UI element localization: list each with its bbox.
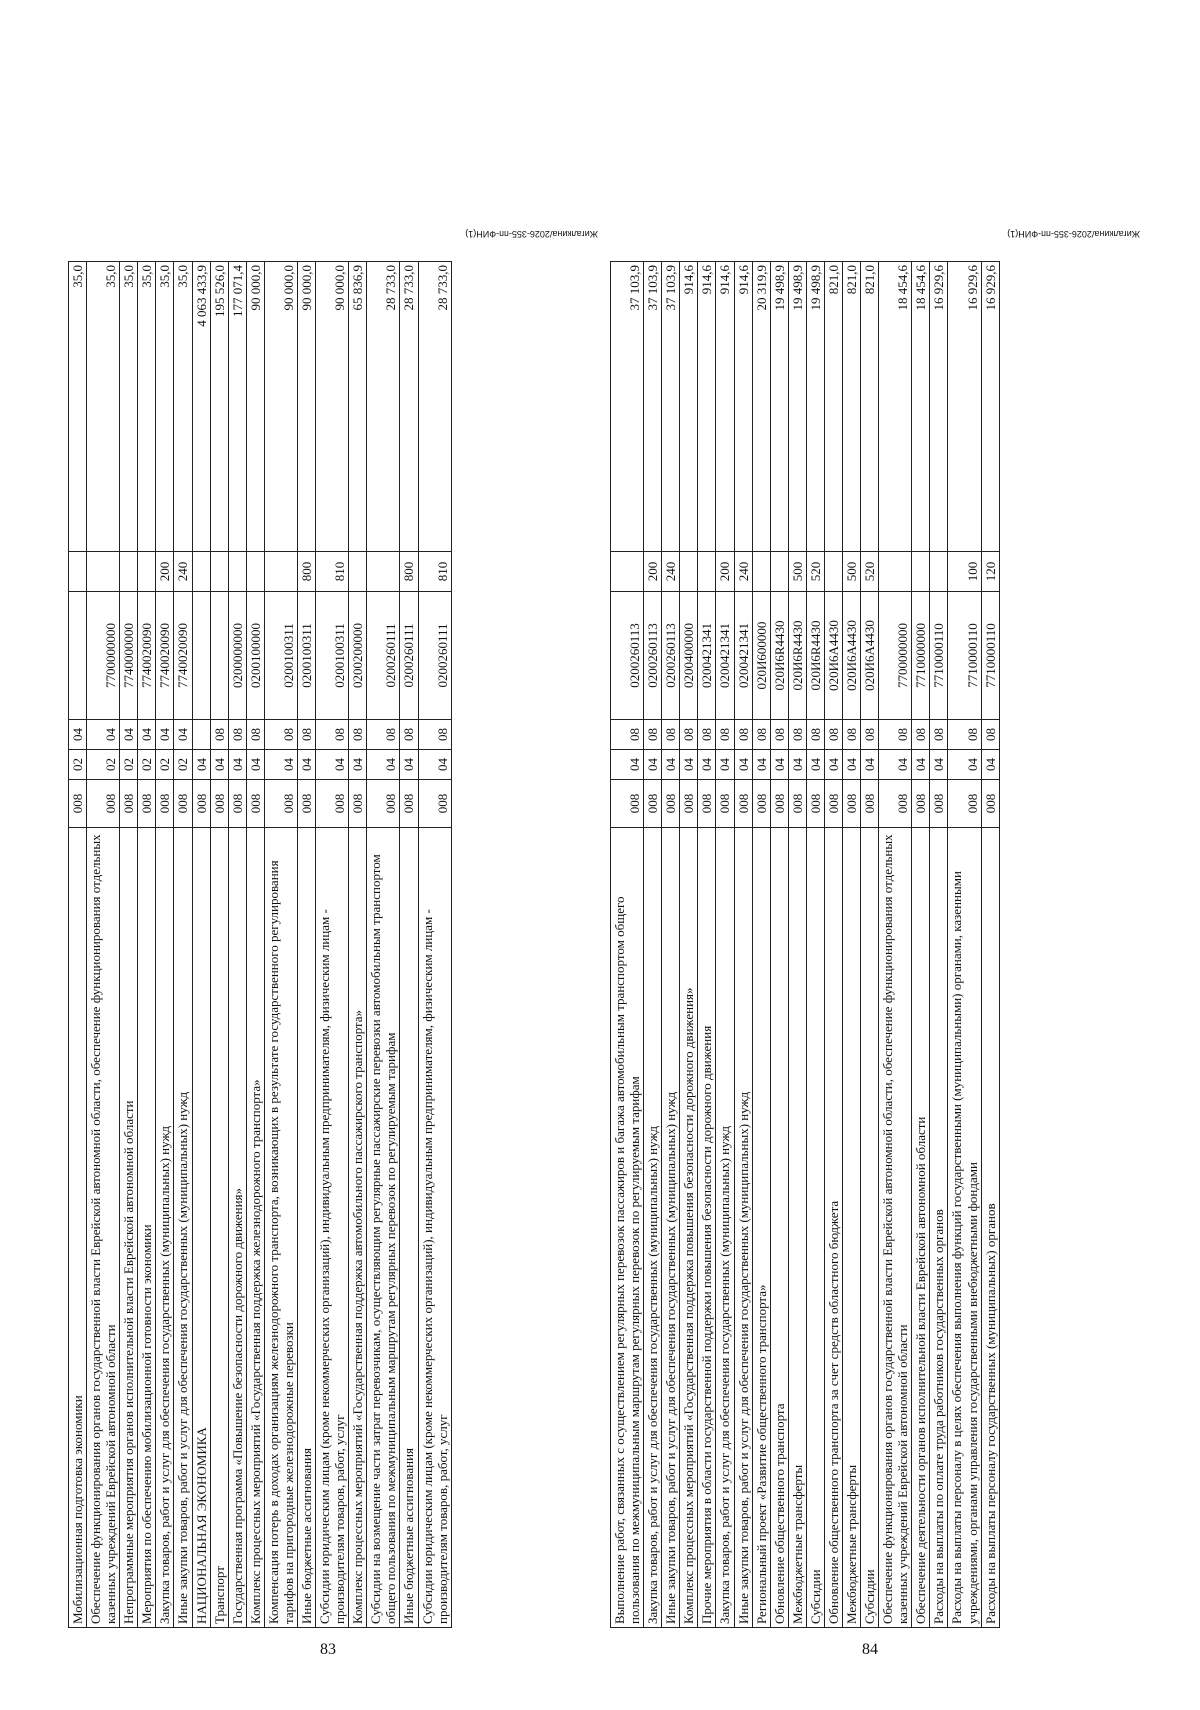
row-grbs-code: 008 (246, 780, 264, 828)
row-grbs-code: 008 (192, 780, 210, 828)
row-subsection-code: 08 (246, 720, 264, 750)
row-grbs-code: 008 (87, 780, 120, 828)
row-section-code: 02 (174, 750, 192, 780)
row-section-code: 04 (264, 750, 297, 780)
row-name: Закупка товаров, работ и услуг для обеспечения государственных (муниципальных) нужд (644, 828, 662, 1628)
row-target-article-code: 7740000000 (120, 592, 138, 720)
row-subsection-code: 08 (418, 720, 451, 750)
row-section-code: 04 (716, 750, 734, 780)
table-row (680, 262, 698, 1628)
row-section-code: 04 (367, 750, 400, 780)
row-target-article-code: 0200421341 (734, 592, 752, 720)
table-row (662, 262, 680, 1628)
row-grbs-code: 008 (298, 780, 316, 828)
row-grbs-code: 008 (156, 780, 174, 828)
row-amount: 90 000,0 (316, 262, 349, 552)
row-target-article-code: 0200260111 (400, 592, 418, 720)
row-target-article-code: 0200260111 (367, 592, 400, 720)
page-83 (58, 230, 598, 1670)
row-name: Обновление общественного транспорта (770, 828, 788, 1628)
row-expense-type-code (930, 552, 948, 592)
row-name: Иные закупки товаров, работ и услуг для обеспечения государственных (муниципальных) нужд (662, 828, 680, 1628)
row-grbs-code: 008 (349, 780, 367, 828)
row-amount: 35,0 (174, 262, 192, 552)
row-grbs-code: 008 (879, 780, 912, 828)
row-grbs-code: 008 (611, 780, 644, 828)
row-amount: 35,0 (69, 262, 87, 552)
row-amount: 18 454,6 (879, 262, 912, 552)
row-subsection-code: 08 (400, 720, 418, 750)
row-subsection-code: 08 (264, 720, 297, 750)
row-amount: 90 000,0 (246, 262, 264, 552)
row-grbs-code: 008 (264, 780, 297, 828)
row-grbs-code: 008 (861, 780, 879, 828)
row-target-article-code: 7710000110 (981, 592, 999, 720)
row-amount: 16 929,6 (930, 262, 948, 552)
row-grbs-code: 008 (367, 780, 400, 828)
row-name: Комплекс процессных мероприятий «Государственная поддержка повышения безопасности дорожного движения» (680, 828, 698, 1628)
table-row (316, 262, 349, 1628)
row-target-article-code: 0200260113 (644, 592, 662, 720)
row-section-code: 04 (788, 750, 806, 780)
row-section-code: 02 (87, 750, 120, 780)
row-expense-type-code: 520 (861, 552, 879, 592)
row-subsection-code: 04 (69, 720, 87, 750)
table-row (981, 262, 999, 1628)
row-name: НАЦИОНАЛЬНАЯ ЭКОНОМИКА (192, 828, 210, 1628)
row-grbs-code: 008 (69, 780, 87, 828)
row-target-article-code: 020И6R4430 (770, 592, 788, 720)
row-subsection-code: 08 (861, 720, 879, 750)
row-amount: 16 929,6 (981, 262, 999, 552)
row-amount: 35,0 (156, 262, 174, 552)
row-section-code: 04 (861, 750, 879, 780)
row-expense-type-code (210, 552, 228, 592)
table-row (861, 262, 879, 1628)
row-expense-type-code (824, 552, 842, 592)
row-subsection-code: 08 (644, 720, 662, 750)
row-section-code: 04 (680, 750, 698, 780)
row-target-article-code: 7710000000 (912, 592, 930, 720)
row-amount: 35,0 (138, 262, 156, 552)
row-target-article-code: 7710000110 (930, 592, 948, 720)
row-section-code: 02 (138, 750, 156, 780)
row-grbs-code: 008 (948, 780, 981, 828)
row-target-article-code: 0200000000 (228, 592, 246, 720)
row-name: Комплекс процессных мероприятий «Государственная поддержка железнодорожного транспорта» (246, 828, 264, 1628)
table-row (948, 262, 981, 1628)
table-row (87, 262, 120, 1628)
row-target-article-code: 7740020090 (156, 592, 174, 720)
row-expense-type-code: 500 (843, 552, 861, 592)
row-grbs-code: 008 (210, 780, 228, 828)
row-section-code: 04 (981, 750, 999, 780)
row-section-code: 04 (843, 750, 861, 780)
row-expense-type-code (752, 552, 770, 592)
row-expense-type-code: 240 (662, 552, 680, 592)
table-row (192, 262, 210, 1628)
table-row (879, 262, 912, 1628)
row-subsection-code: 08 (930, 720, 948, 750)
row-target-article-code: 0200400000 (680, 592, 698, 720)
row-expense-type-code: 200 (716, 552, 734, 592)
row-amount: 28 733,0 (418, 262, 451, 552)
row-target-article-code: 0200260113 (611, 592, 644, 720)
row-grbs-code: 008 (316, 780, 349, 828)
row-grbs-code: 008 (912, 780, 930, 828)
row-subsection-code: 08 (228, 720, 246, 750)
row-expense-type-code (879, 552, 912, 592)
row-section-code: 04 (806, 750, 824, 780)
row-target-article-code: 0200421341 (716, 592, 734, 720)
row-subsection-code: 08 (316, 720, 349, 750)
row-expense-type-code (228, 552, 246, 592)
table-row (246, 262, 264, 1628)
row-subsection-code: 04 (174, 720, 192, 750)
row-expense-type-code: 200 (156, 552, 174, 592)
row-subsection-code: 08 (843, 720, 861, 750)
table-row (120, 262, 138, 1628)
row-amount: 20 319,9 (752, 262, 770, 552)
row-grbs-code: 008 (174, 780, 192, 828)
row-grbs-code: 008 (644, 780, 662, 828)
row-section-code: 04 (734, 750, 752, 780)
row-target-article-code: 7740020090 (138, 592, 156, 720)
table-row (843, 262, 861, 1628)
row-grbs-code: 008 (752, 780, 770, 828)
row-grbs-code: 008 (770, 780, 788, 828)
row-target-article-code: 020И6R4430 (806, 592, 824, 720)
row-target-article-code (210, 592, 228, 720)
row-subsection-code: 08 (948, 720, 981, 750)
row-name: Комплекс процессных мероприятий «Государственная поддержка автомобильного пассажирского транспорта» (349, 828, 367, 1628)
row-target-article-code: 0200260113 (662, 592, 680, 720)
row-grbs-code: 008 (824, 780, 842, 828)
row-section-code: 04 (879, 750, 912, 780)
row-section-code: 04 (298, 750, 316, 780)
row-name: Мобилизационная подготовка экономики (69, 828, 87, 1628)
row-name: Субсидии на возмещение части затрат перевозчикам, осуществляющим регулярные пассажирские перевозки автомобильным транспортом общего пользования по межмуниципальным маршрутам регулярных перевозок по регулируемым тарифам (367, 828, 400, 1628)
table-row (716, 262, 734, 1628)
row-expense-type-code: 100 (948, 552, 981, 592)
row-section-code: 04 (611, 750, 644, 780)
row-amount: 195 526,0 (210, 262, 228, 552)
row-grbs-code: 008 (138, 780, 156, 828)
row-name: Субсидии юридическим лицам (кроме некоммерческих организаций), индивидуальным предпринимателям, физическим лицам - производителям товаров, работ, услуг (316, 828, 349, 1628)
row-section-code: 04 (228, 750, 246, 780)
row-subsection-code: 04 (120, 720, 138, 750)
row-subsection-code: 08 (298, 720, 316, 750)
row-expense-type-code: 800 (298, 552, 316, 592)
row-amount: 28 733,0 (367, 262, 400, 552)
row-target-article-code: 020И6А4430 (824, 592, 842, 720)
row-expense-type-code: 240 (174, 552, 192, 592)
row-subsection-code: 08 (210, 720, 228, 750)
row-expense-type-code (698, 552, 716, 592)
table-row (806, 262, 824, 1628)
row-subsection-code: 08 (770, 720, 788, 750)
document-footer: Жигалкина/2026-355-пп-ФИН(1) (465, 229, 598, 239)
row-section-code: 04 (912, 750, 930, 780)
budget-table (610, 261, 1000, 1628)
row-grbs-code: 008 (120, 780, 138, 828)
row-subsection-code: 08 (367, 720, 400, 750)
row-name: Компенсация потерь в доходах организациям железнодорожного транспорта, возникающих в результате государственного регулирования тарифов на пригородные железнодорожные перевозки (264, 828, 297, 1628)
row-section-code: 04 (418, 750, 451, 780)
row-amount: 37 103,9 (644, 262, 662, 552)
row-subsection-code: 08 (611, 720, 644, 750)
row-subsection-code: 08 (806, 720, 824, 750)
row-subsection-code: 08 (349, 720, 367, 750)
table-row (174, 262, 192, 1628)
table-row (400, 262, 418, 1628)
row-name: Обеспечение функционирования органов государственной власти Еврейской автономной области, обеспечение функционирования отдельных казенных учреждений Еврейской автономной области (87, 828, 120, 1628)
row-name: Субсидии юридическим лицам (кроме некоммерческих организаций), индивидуальным предпринимателям, физическим лицам - производителям товаров, работ, услуг (418, 828, 451, 1628)
row-expense-type-code (770, 552, 788, 592)
table-row (734, 262, 752, 1628)
table-row (367, 262, 400, 1628)
row-target-article-code: 0200100000 (246, 592, 264, 720)
row-grbs-code: 008 (400, 780, 418, 828)
row-subsection-code: 08 (788, 720, 806, 750)
row-grbs-code: 008 (981, 780, 999, 828)
row-subsection-code: 08 (698, 720, 716, 750)
table-row (930, 262, 948, 1628)
row-name: Расходы на выплаты персоналу государственных (муниципальных) органов (981, 828, 999, 1628)
row-name: Межбюджетные трансферты (788, 828, 806, 1628)
row-amount: 821,0 (824, 262, 842, 552)
row-amount: 914,6 (716, 262, 734, 552)
row-name: Региональный проект «Развитие общественного транспорта» (752, 828, 770, 1628)
row-name: Расходы на выплаты персоналу в целях обеспечения выполнения функций государственными (муниципальными) органами, казенными учреждениями, органами управления государственными внебюджетными фондами (948, 828, 981, 1628)
row-name: Иные закупки товаров, работ и услуг для обеспечения государственных (муниципальных) нужд (174, 828, 192, 1628)
page-84 (600, 230, 1140, 1670)
row-target-article-code: 7740020090 (174, 592, 192, 720)
row-name: Обновление общественного транспорта за счет средств областного бюджета (824, 828, 842, 1628)
row-target-article-code: 0200260111 (418, 592, 451, 720)
page-number: 84 (862, 1641, 878, 1658)
row-amount: 35,0 (120, 262, 138, 552)
row-amount: 914,6 (680, 262, 698, 552)
row-section-code: 04 (662, 750, 680, 780)
table-row (210, 262, 228, 1628)
row-target-article-code: 0200421341 (698, 592, 716, 720)
row-amount: 90 000,0 (264, 262, 297, 552)
row-amount: 18 454,6 (912, 262, 930, 552)
document-footer: Жигалкина/2026-355-пп-ФИН(1) (1007, 229, 1140, 239)
row-expense-type-code: 520 (806, 552, 824, 592)
row-target-article-code: 020И6R4430 (788, 592, 806, 720)
row-amount: 914,6 (734, 262, 752, 552)
row-name: Закупка товаров, работ и услуг для обеспечения государственных (муниципальных) нужд (156, 828, 174, 1628)
row-expense-type-code (912, 552, 930, 592)
table-row (912, 262, 930, 1628)
row-amount: 37 103,9 (662, 262, 680, 552)
row-grbs-code: 008 (930, 780, 948, 828)
table-row (418, 262, 451, 1628)
row-name: Иные бюджетные ассигнования (400, 828, 418, 1628)
row-expense-type-code (680, 552, 698, 592)
row-expense-type-code: 120 (981, 552, 999, 592)
row-name: Выполнение работ, связанных с осуществлением регулярных перевозок пассажиров и багажа автомобильным транспортом общего пользования по межмуниципальным маршрутам регулярных перевозок по регулируемым тарифам (611, 828, 644, 1628)
row-section-code: 02 (156, 750, 174, 780)
row-amount: 914,6 (698, 262, 716, 552)
row-amount: 19 498,9 (770, 262, 788, 552)
row-expense-type-code (264, 552, 297, 592)
row-target-article-code (69, 592, 87, 720)
row-subsection-code: 08 (824, 720, 842, 750)
table-row (69, 262, 87, 1628)
row-subsection-code: 04 (138, 720, 156, 750)
row-grbs-code: 008 (716, 780, 734, 828)
row-section-code: 04 (644, 750, 662, 780)
row-name: Мероприятия по обеспечению мобилизационной готовности экономики (138, 828, 156, 1628)
table-row (752, 262, 770, 1628)
row-amount: 90 000,0 (298, 262, 316, 552)
row-section-code: 04 (349, 750, 367, 780)
row-grbs-code: 008 (698, 780, 716, 828)
row-name: Обеспечение деятельности органов исполнительной власти Еврейской автономной области (912, 828, 930, 1628)
row-amount: 19 498,9 (788, 262, 806, 552)
budget-table (68, 261, 452, 1628)
row-target-article-code: 7710000110 (948, 592, 981, 720)
row-subsection-code: 08 (879, 720, 912, 750)
row-section-code: 04 (752, 750, 770, 780)
row-expense-type-code (87, 552, 120, 592)
row-amount: 821,0 (861, 262, 879, 552)
row-expense-type-code: 810 (418, 552, 451, 592)
row-expense-type-code (349, 552, 367, 592)
row-section-code: 04 (246, 750, 264, 780)
row-section-code: 04 (210, 750, 228, 780)
row-section-code: 04 (770, 750, 788, 780)
row-subsection-code: 08 (912, 720, 930, 750)
row-subsection-code: 04 (156, 720, 174, 750)
row-amount: 821,0 (843, 262, 861, 552)
row-subsection-code: 08 (680, 720, 698, 750)
row-section-code: 02 (69, 750, 87, 780)
row-expense-type-code (138, 552, 156, 592)
row-section-code: 04 (698, 750, 716, 780)
row-amount: 28 733,0 (400, 262, 418, 552)
row-expense-type-code (192, 552, 210, 592)
row-section-code: 02 (120, 750, 138, 780)
row-target-article-code: 0200100311 (298, 592, 316, 720)
table-row (138, 262, 156, 1628)
row-grbs-code: 008 (680, 780, 698, 828)
row-expense-type-code: 200 (644, 552, 662, 592)
row-target-article-code: 0200100311 (264, 592, 297, 720)
row-amount: 16 929,6 (948, 262, 981, 552)
row-target-article-code: 7700000000 (87, 592, 120, 720)
row-section-code: 04 (192, 750, 210, 780)
row-name: Иные закупки товаров, работ и услуг для обеспечения государственных (муниципальных) нужд (734, 828, 752, 1628)
row-section-code: 04 (400, 750, 418, 780)
row-expense-type-code: 810 (316, 552, 349, 592)
row-section-code: 04 (316, 750, 349, 780)
row-subsection-code: 08 (662, 720, 680, 750)
row-expense-type-code (246, 552, 264, 592)
row-subsection-code: 08 (716, 720, 734, 750)
table-row (788, 262, 806, 1628)
row-expense-type-code: 800 (400, 552, 418, 592)
row-target-article-code: 0200100311 (316, 592, 349, 720)
row-subsection-code: 08 (752, 720, 770, 750)
row-amount: 19 498,9 (806, 262, 824, 552)
row-grbs-code: 008 (788, 780, 806, 828)
table-row (698, 262, 716, 1628)
row-expense-type-code: 500 (788, 552, 806, 592)
row-target-article-code: 020И600000 (752, 592, 770, 720)
row-amount: 4 063 433,9 (192, 262, 210, 552)
row-target-article-code: 7700000000 (879, 592, 912, 720)
row-section-code: 04 (948, 750, 981, 780)
table-row (156, 262, 174, 1628)
table-row (349, 262, 367, 1628)
row-expense-type-code (120, 552, 138, 592)
row-grbs-code: 008 (662, 780, 680, 828)
row-target-article-code: 020И6А4430 (843, 592, 861, 720)
row-name: Закупка товаров, работ и услуг для обеспечения государственных (муниципальных) нужд (716, 828, 734, 1628)
row-name: Непрограммные мероприятия органов исполнительной власти Еврейской автономной области (120, 828, 138, 1628)
row-target-article-code (192, 592, 210, 720)
row-section-code: 04 (824, 750, 842, 780)
table-row (770, 262, 788, 1628)
row-name: Прочие мероприятия в области государственной поддержки повышения безопасности дорожного движения (698, 828, 716, 1628)
table-row (264, 262, 297, 1628)
row-grbs-code: 008 (418, 780, 451, 828)
table-row (824, 262, 842, 1628)
table-row (644, 262, 662, 1628)
row-grbs-code: 008 (806, 780, 824, 828)
row-name: Субсидии (806, 828, 824, 1628)
table-row (611, 262, 644, 1628)
row-subsection-code: 08 (734, 720, 752, 750)
row-section-code: 04 (930, 750, 948, 780)
row-amount: 37 103,9 (611, 262, 644, 552)
row-amount: 177 071,4 (228, 262, 246, 552)
row-subsection-code: 08 (981, 720, 999, 750)
row-grbs-code: 008 (734, 780, 752, 828)
row-name: Расходы на выплаты по оплате труда работников государственных органов (930, 828, 948, 1628)
row-name: Государственная программа «Повышение безопасности дорожного движения» (228, 828, 246, 1628)
budget-table-body (69, 262, 452, 1628)
table-row (298, 262, 316, 1628)
row-amount: 35,0 (87, 262, 120, 552)
row-target-article-code: 020И6А4430 (861, 592, 879, 720)
budget-table-body (611, 262, 1000, 1628)
row-grbs-code: 008 (228, 780, 246, 828)
row-name: Иные бюджетные ассигнования (298, 828, 316, 1628)
page-number: 83 (320, 1641, 336, 1658)
row-name: Транспорт (210, 828, 228, 1628)
table-row (228, 262, 246, 1628)
row-amount: 65 836,9 (349, 262, 367, 552)
row-name: Обеспечение функционирования органов государственной власти Еврейской автономной области, обеспечение функционирования отдельных казенных учреждений Еврейской автономной области (879, 828, 912, 1628)
row-subsection-code (192, 720, 210, 750)
row-expense-type-code (69, 552, 87, 592)
row-name: Субсидии (861, 828, 879, 1628)
row-expense-type-code: 240 (734, 552, 752, 592)
row-subsection-code: 04 (87, 720, 120, 750)
row-expense-type-code (367, 552, 400, 592)
row-grbs-code: 008 (843, 780, 861, 828)
row-target-article-code: 0200200000 (349, 592, 367, 720)
row-name: Межбюджетные трансферты (843, 828, 861, 1628)
row-expense-type-code (611, 552, 644, 592)
